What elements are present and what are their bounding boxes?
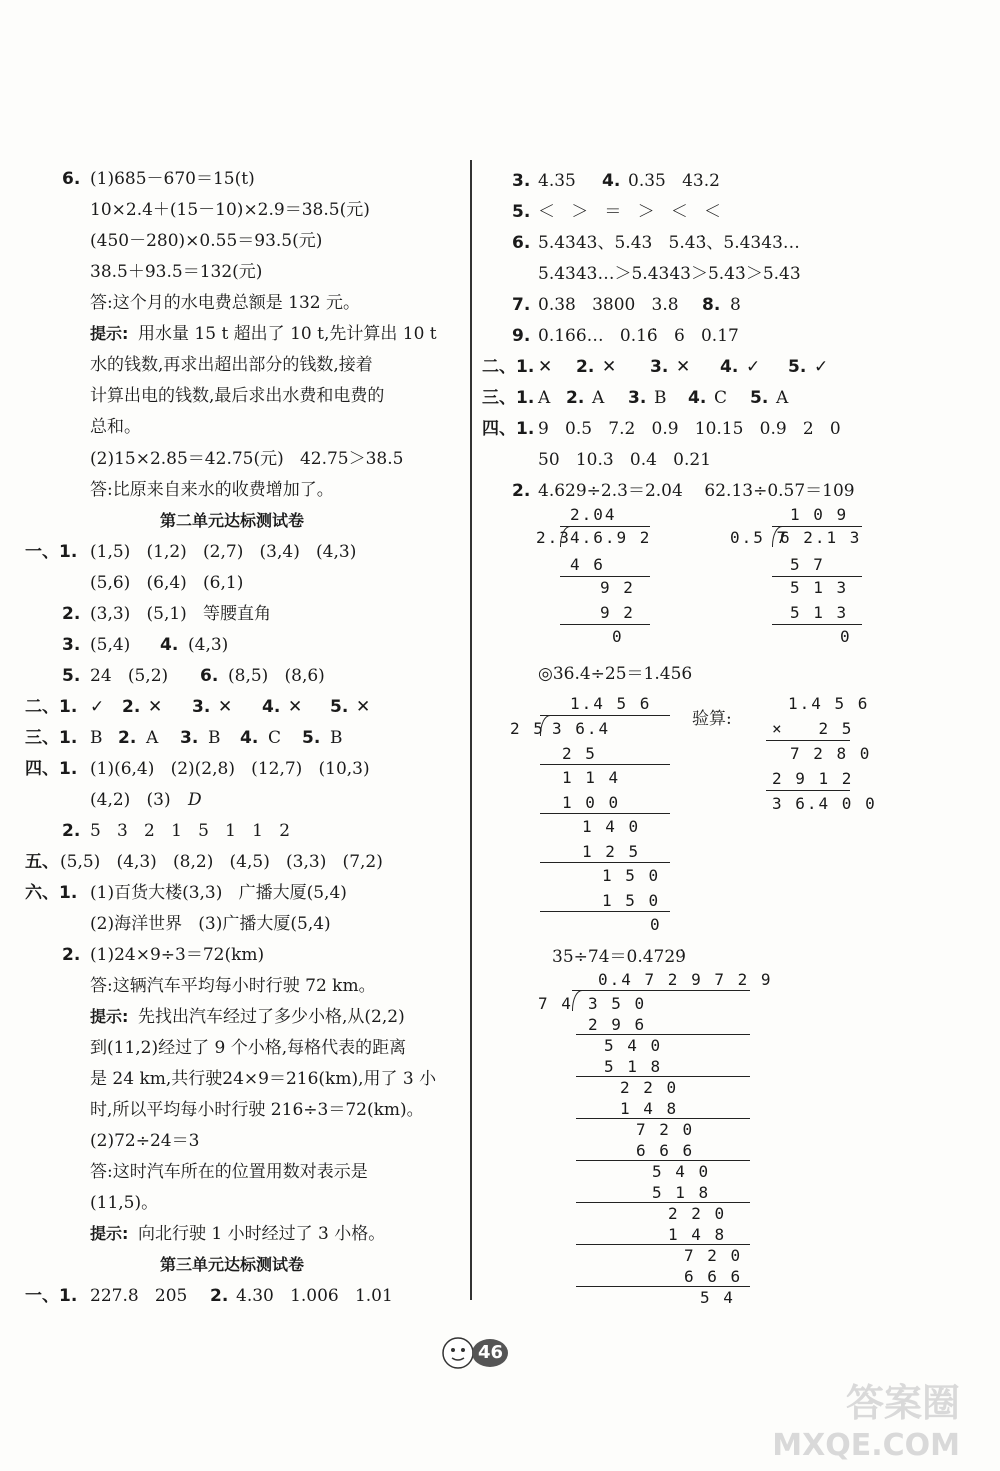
page-number: 46 bbox=[478, 1342, 504, 1363]
div1-row: 4 6 bbox=[570, 555, 605, 574]
u2-s1-label: 一、1. bbox=[25, 542, 78, 562]
u2-s2-n3: 3. bbox=[192, 697, 211, 717]
q6-tip-3: 计算出电的钱数,最后求出水费和电费的 bbox=[90, 386, 385, 406]
div2-line bbox=[772, 576, 862, 577]
div3-row: 2 5 bbox=[562, 744, 597, 763]
q6-line-1: (1)685－670＝15(t) bbox=[90, 169, 255, 189]
div4-row: 2 2 0 bbox=[620, 1078, 679, 1097]
u2-s3-n2: 2. bbox=[118, 728, 137, 748]
r-s2-a3: ✕ bbox=[676, 357, 691, 377]
r-s3-n3: 3. bbox=[628, 388, 647, 408]
div1-bar bbox=[560, 526, 650, 527]
div2-line bbox=[772, 624, 862, 625]
div3-heading: ◎36.4÷25＝1.456 bbox=[538, 664, 693, 684]
u2-s6-label: 六、1. bbox=[25, 883, 78, 903]
u2-s1-3-num: 3. bbox=[62, 635, 81, 655]
div4-row: 2 9 6 bbox=[588, 1015, 647, 1034]
r-s3-n5: 5. bbox=[750, 388, 769, 408]
r5: ＜ ＞ ＝ ＞ ＜ ＜ bbox=[538, 202, 722, 222]
r-s2-a5: ✓ bbox=[814, 357, 829, 377]
r-s2-label: 二、1. bbox=[482, 357, 535, 377]
page-number-badge bbox=[440, 1333, 510, 1373]
u2-s1-5-num: 5. bbox=[62, 666, 81, 686]
div4-line bbox=[576, 1034, 750, 1035]
unit2-title: 第二单元达标测试卷 bbox=[160, 511, 305, 530]
div3-row: 1 0 0 bbox=[562, 793, 621, 812]
u2-s2-n5: 5. bbox=[330, 697, 349, 717]
div2-dividend: 6 2.1 3 bbox=[780, 528, 862, 547]
q6-tip-1: 用水量 15 t 超出了 10 t,先计算出 10 t bbox=[138, 324, 437, 344]
u2-s1-line-1: (1,5) (1,2) (2,7) (3,4) (4,3) bbox=[90, 542, 357, 562]
u2-s1-line-2: (5,6) (6,4) (6,1) bbox=[90, 573, 244, 593]
div3-row: 1 4 0 bbox=[582, 817, 641, 836]
r7-num: 7. bbox=[512, 295, 531, 315]
watermark-logo: 答案圈 bbox=[845, 1381, 960, 1425]
r-s2-n2: 2. bbox=[576, 357, 595, 377]
u2-s3-n5: 5. bbox=[302, 728, 321, 748]
r6-line-2: 5.4343…＞5.4343＞5.43̇＞5.43 bbox=[538, 264, 801, 284]
div4-bar bbox=[572, 990, 750, 991]
q6-answer-2: 答:比原来自来水的收费增加了。 bbox=[90, 480, 334, 500]
div3-quotient: 1.4 5 6 bbox=[570, 694, 652, 713]
div2-divisor: 0.5 7 bbox=[730, 528, 789, 547]
r-s2-n5: 5. bbox=[788, 357, 807, 377]
u2-s6-2-line-4: 答:这时汽车所在的位置用数对表示是 bbox=[90, 1162, 368, 1182]
u2-s3-a2: A bbox=[146, 728, 159, 748]
r6-line-1: 5.4343、5.43 5.43̇、5.4343… bbox=[538, 233, 800, 253]
r3-num: 3. bbox=[512, 171, 531, 191]
u2-s3-n4: 4. bbox=[240, 728, 259, 748]
div1-line bbox=[560, 576, 650, 577]
r-s2-a1: ✕ bbox=[538, 357, 553, 377]
div3-divisor: 2 5 bbox=[510, 719, 545, 738]
u2-s6-line-1: (1)百货大楼(3,3) 广播大厦(5,4) bbox=[90, 883, 347, 903]
u2-s6-2-line-3: (2)72÷24＝3 bbox=[90, 1131, 200, 1151]
check-result: 3 6.4 0 0 bbox=[772, 794, 877, 813]
u2-s5: (5,5) (4,3) (8,2) (4,5) (3,3) (7,2) bbox=[60, 852, 383, 872]
u2-s4-label: 四、1. bbox=[25, 759, 78, 779]
div2-row: 5 1 3 bbox=[790, 578, 849, 597]
r4-num: 4. bbox=[602, 171, 621, 191]
div4-row: 7 2 0 bbox=[684, 1246, 743, 1265]
u2-s5-label: 五、 bbox=[25, 852, 59, 872]
q6-tip-4: 总和。 bbox=[90, 417, 141, 437]
q6-tip-2: 水的钱数,再求出超出部分的钱数,接着 bbox=[90, 355, 373, 375]
u2-tip-5: 向北行驶 1 小时经过了 3 小格。 bbox=[138, 1224, 386, 1244]
u2-s3-n3: 3. bbox=[180, 728, 199, 748]
u2-s2-label: 二、1. bbox=[25, 697, 78, 717]
div3-row: 1 1 4 bbox=[562, 768, 621, 787]
div4-row: 5 4 0 bbox=[652, 1162, 711, 1181]
div1-row: 9 2 bbox=[600, 578, 635, 597]
div4-line bbox=[576, 1202, 750, 1203]
u3-s1: 227.8 205 bbox=[90, 1286, 188, 1306]
u2-s6-2-line-1: (1)24×9÷3＝72(km) bbox=[90, 945, 265, 965]
r-s3-a4: C bbox=[714, 388, 728, 408]
q6-line-3: (450－280)×0.55＝93.5(元) bbox=[90, 231, 323, 251]
r8: 8 bbox=[730, 295, 741, 315]
div1-quotient: 2.04 bbox=[570, 505, 617, 524]
u2-tip-1: 先找出汽车经过了多少小格,从(2,2) bbox=[138, 1007, 405, 1027]
div4-row: 7 2 0 bbox=[636, 1120, 695, 1139]
div4-line bbox=[576, 1244, 750, 1245]
u2-s3-a1: B bbox=[90, 728, 103, 748]
u2-s6-line-2: (2)海洋世界 (3)广播大厦(5,4) bbox=[90, 914, 331, 934]
u2-s3-a5: B bbox=[330, 728, 343, 748]
div3-row: 0 bbox=[650, 915, 662, 934]
u2-tip-4: 时,所以平均每小时行驶 216÷3＝72(km)。 bbox=[90, 1100, 424, 1120]
div4-dividend: 3 5 0 bbox=[588, 994, 647, 1013]
r-s3-a5: A bbox=[776, 388, 789, 408]
div4-divisor: 7 4 bbox=[538, 994, 573, 1013]
u3-s1-2: 4.30 1.006 1.01 bbox=[236, 1286, 393, 1306]
div4-bracket bbox=[572, 990, 585, 1011]
div4-line bbox=[576, 1286, 750, 1287]
div2-bar bbox=[772, 526, 862, 527]
r6-num: 6. bbox=[512, 233, 531, 253]
q6-line-2: 10×2.4＋(15－10)×2.9＝38.5(元) bbox=[90, 200, 370, 220]
u2-s4-2: 5 3 2 1 5 1 1 2 bbox=[90, 821, 291, 841]
u2-tip-3: 是 24 km,共行驶24×9＝216(km),用了 3 小 bbox=[90, 1069, 437, 1089]
div4-quotient: 0.4 7 2 9 7 2 9 bbox=[598, 970, 773, 989]
q6-line-6: (2)15×2.85＝42.75(元) 42.75＞38.5 bbox=[90, 449, 404, 469]
div4-line bbox=[576, 1076, 750, 1077]
u2-s4-2-num: 2. bbox=[62, 821, 81, 841]
u2-s2-n4: 4. bbox=[262, 697, 281, 717]
div4-line bbox=[576, 1160, 750, 1161]
div4-row: 5 1 8 bbox=[604, 1057, 663, 1076]
div2-row: 5 7 bbox=[790, 555, 825, 574]
r-s3-n2: 2. bbox=[566, 388, 585, 408]
check-b: × 2 5 bbox=[772, 719, 854, 738]
div4-row: 5 4 bbox=[700, 1288, 735, 1307]
u2-s2-a3: ✕ bbox=[218, 697, 233, 717]
r7: 0.38 3800 3.8 bbox=[538, 295, 679, 315]
div4-row: 5 1 8 bbox=[652, 1183, 711, 1202]
r-s2-n3: 3. bbox=[650, 357, 669, 377]
u3-s1-label: 一、1. bbox=[25, 1286, 78, 1306]
u2-tip-2: 到(11,2)经过了 9 个小格,每格代表的距离 bbox=[90, 1038, 407, 1058]
r4: 0.35 43.2 bbox=[628, 171, 720, 191]
div1-row: 0 bbox=[612, 627, 624, 646]
div3-line bbox=[540, 764, 670, 765]
u2-s1-2: (3,3) (5,1) 等腰直角 bbox=[90, 604, 272, 624]
div3-line bbox=[540, 813, 670, 814]
tip-label-3: 提示: bbox=[90, 1224, 129, 1243]
r5-num: 5. bbox=[512, 202, 531, 222]
check-line bbox=[766, 790, 850, 791]
div1-dividend: 4.6.9 2 bbox=[570, 528, 652, 547]
q6-number: 6. bbox=[62, 169, 81, 189]
u2-s2-a1: ✓ bbox=[90, 697, 105, 717]
u2-s3-label: 三、1. bbox=[25, 728, 78, 748]
u2-s2-n2: 2. bbox=[122, 697, 141, 717]
div2-row: 5 1 3 bbox=[790, 603, 849, 622]
r-s4-2-num: 2. bbox=[512, 481, 531, 501]
r-s3-a1: A bbox=[538, 388, 551, 408]
r-s3-a3: B bbox=[654, 388, 667, 408]
unit3-title: 第三单元达标测试卷 bbox=[160, 1255, 305, 1274]
u2-s1-2-num: 2. bbox=[62, 604, 81, 624]
r-s2-n4: 4. bbox=[720, 357, 739, 377]
u2-s6-2-line-5: (11,5)。 bbox=[90, 1193, 159, 1213]
u2-s2-a4: ✕ bbox=[288, 697, 303, 717]
u2-s3-a4: C bbox=[268, 728, 282, 748]
u2-s1-6-num: 6. bbox=[200, 666, 219, 686]
r3: 4.35 bbox=[538, 171, 576, 191]
div2-quotient: 1 0 9 bbox=[790, 505, 849, 524]
div3-line bbox=[540, 862, 670, 863]
r-s4-2: 4.629÷2.3＝2.04 62.13÷0.57＝109 bbox=[538, 481, 855, 501]
u2-s1-5: 24 (5,2) bbox=[90, 666, 169, 686]
u2-s4-line-1: (1)(6,4) (2)(2,8) (12,7) (10,3) bbox=[90, 759, 370, 779]
u2-s2-a2: ✕ bbox=[148, 697, 163, 717]
div3-row: 1 5 0 bbox=[602, 891, 661, 910]
div4-row: 6 6 6 bbox=[684, 1267, 743, 1286]
div4-row: 2 2 0 bbox=[668, 1204, 727, 1223]
div3-dividend: 3 6.4 bbox=[552, 719, 611, 738]
check-label: 验算: bbox=[692, 709, 732, 729]
check-a: 1.4 5 6 bbox=[788, 694, 870, 713]
div4-row: 1 4 8 bbox=[668, 1225, 727, 1244]
r-s3-a2: A bbox=[592, 388, 605, 408]
r-s4-line-1: 9 0.5 7.2 0.9 10.15 0.9 2 0 bbox=[538, 419, 841, 439]
r-s2-a4: ✓ bbox=[746, 357, 761, 377]
check-p2: 2 9 1 2 bbox=[772, 769, 854, 788]
u2-s1-4-num: 4. bbox=[160, 635, 179, 655]
watermark-url: MXQE.COM bbox=[772, 1428, 960, 1463]
u2-s1-6: (8,5) (8,6) bbox=[228, 666, 325, 686]
div4-row: 5 4 0 bbox=[604, 1036, 663, 1055]
r9: 0.166… 0.16̇ 6 0.17 bbox=[538, 326, 739, 346]
u2-s1-4: (4,3) bbox=[188, 635, 229, 655]
u2-s3-a3: B bbox=[208, 728, 221, 748]
div4-row: 6 6 6 bbox=[636, 1141, 695, 1160]
div1-row: 9 2 bbox=[600, 603, 635, 622]
u2-s4-line-2-d: D bbox=[188, 790, 202, 810]
u3-s1-2-num: 2. bbox=[210, 1286, 229, 1306]
div4-line bbox=[576, 1118, 750, 1119]
column-divider bbox=[470, 160, 472, 1300]
div2-row: 0 bbox=[840, 627, 852, 646]
r8-num: 8. bbox=[702, 295, 721, 315]
tip-label: 提示: bbox=[90, 324, 129, 343]
div1-line bbox=[560, 624, 650, 625]
r-s2-a2: ✕ bbox=[602, 357, 617, 377]
tip-label-2: 提示: bbox=[90, 1007, 129, 1026]
check-p1: 7 2 8 0 bbox=[790, 744, 872, 763]
div3-line bbox=[540, 911, 670, 912]
q6-line-4: 38.5＋93.5＝132(元) bbox=[90, 262, 263, 282]
u2-s6-2-line-2: 答:这辆汽车平均每小时行驶 72 km。 bbox=[90, 976, 376, 996]
r-s3-n4: 4. bbox=[688, 388, 707, 408]
r-s4-line-2: 50 10.3 0.4 0.21 bbox=[538, 450, 712, 470]
r9-num: 9. bbox=[512, 326, 531, 346]
u2-s1-3: (5,4) bbox=[90, 635, 131, 655]
r-s3-label: 三、1. bbox=[482, 388, 535, 408]
q6-answer: 答:这个月的水电费总额是 132 元。 bbox=[90, 293, 360, 313]
r-s4-label: 四、1. bbox=[482, 419, 535, 439]
div4-row: 1 4 8 bbox=[620, 1099, 679, 1118]
div3-row: 1 2 5 bbox=[582, 842, 641, 861]
u2-s6-2-num: 2. bbox=[62, 945, 81, 965]
div3-bar bbox=[540, 715, 670, 716]
div4-heading: 35÷74＝0.4729̇ bbox=[552, 947, 686, 967]
u2-s2-a5: ✕ bbox=[356, 697, 371, 717]
u2-s4-line-2: (4,2) (3) bbox=[90, 790, 171, 810]
div3-row: 1 5 0 bbox=[602, 866, 661, 885]
div1-divisor: 2.3 bbox=[536, 528, 571, 547]
check-line bbox=[766, 740, 850, 741]
